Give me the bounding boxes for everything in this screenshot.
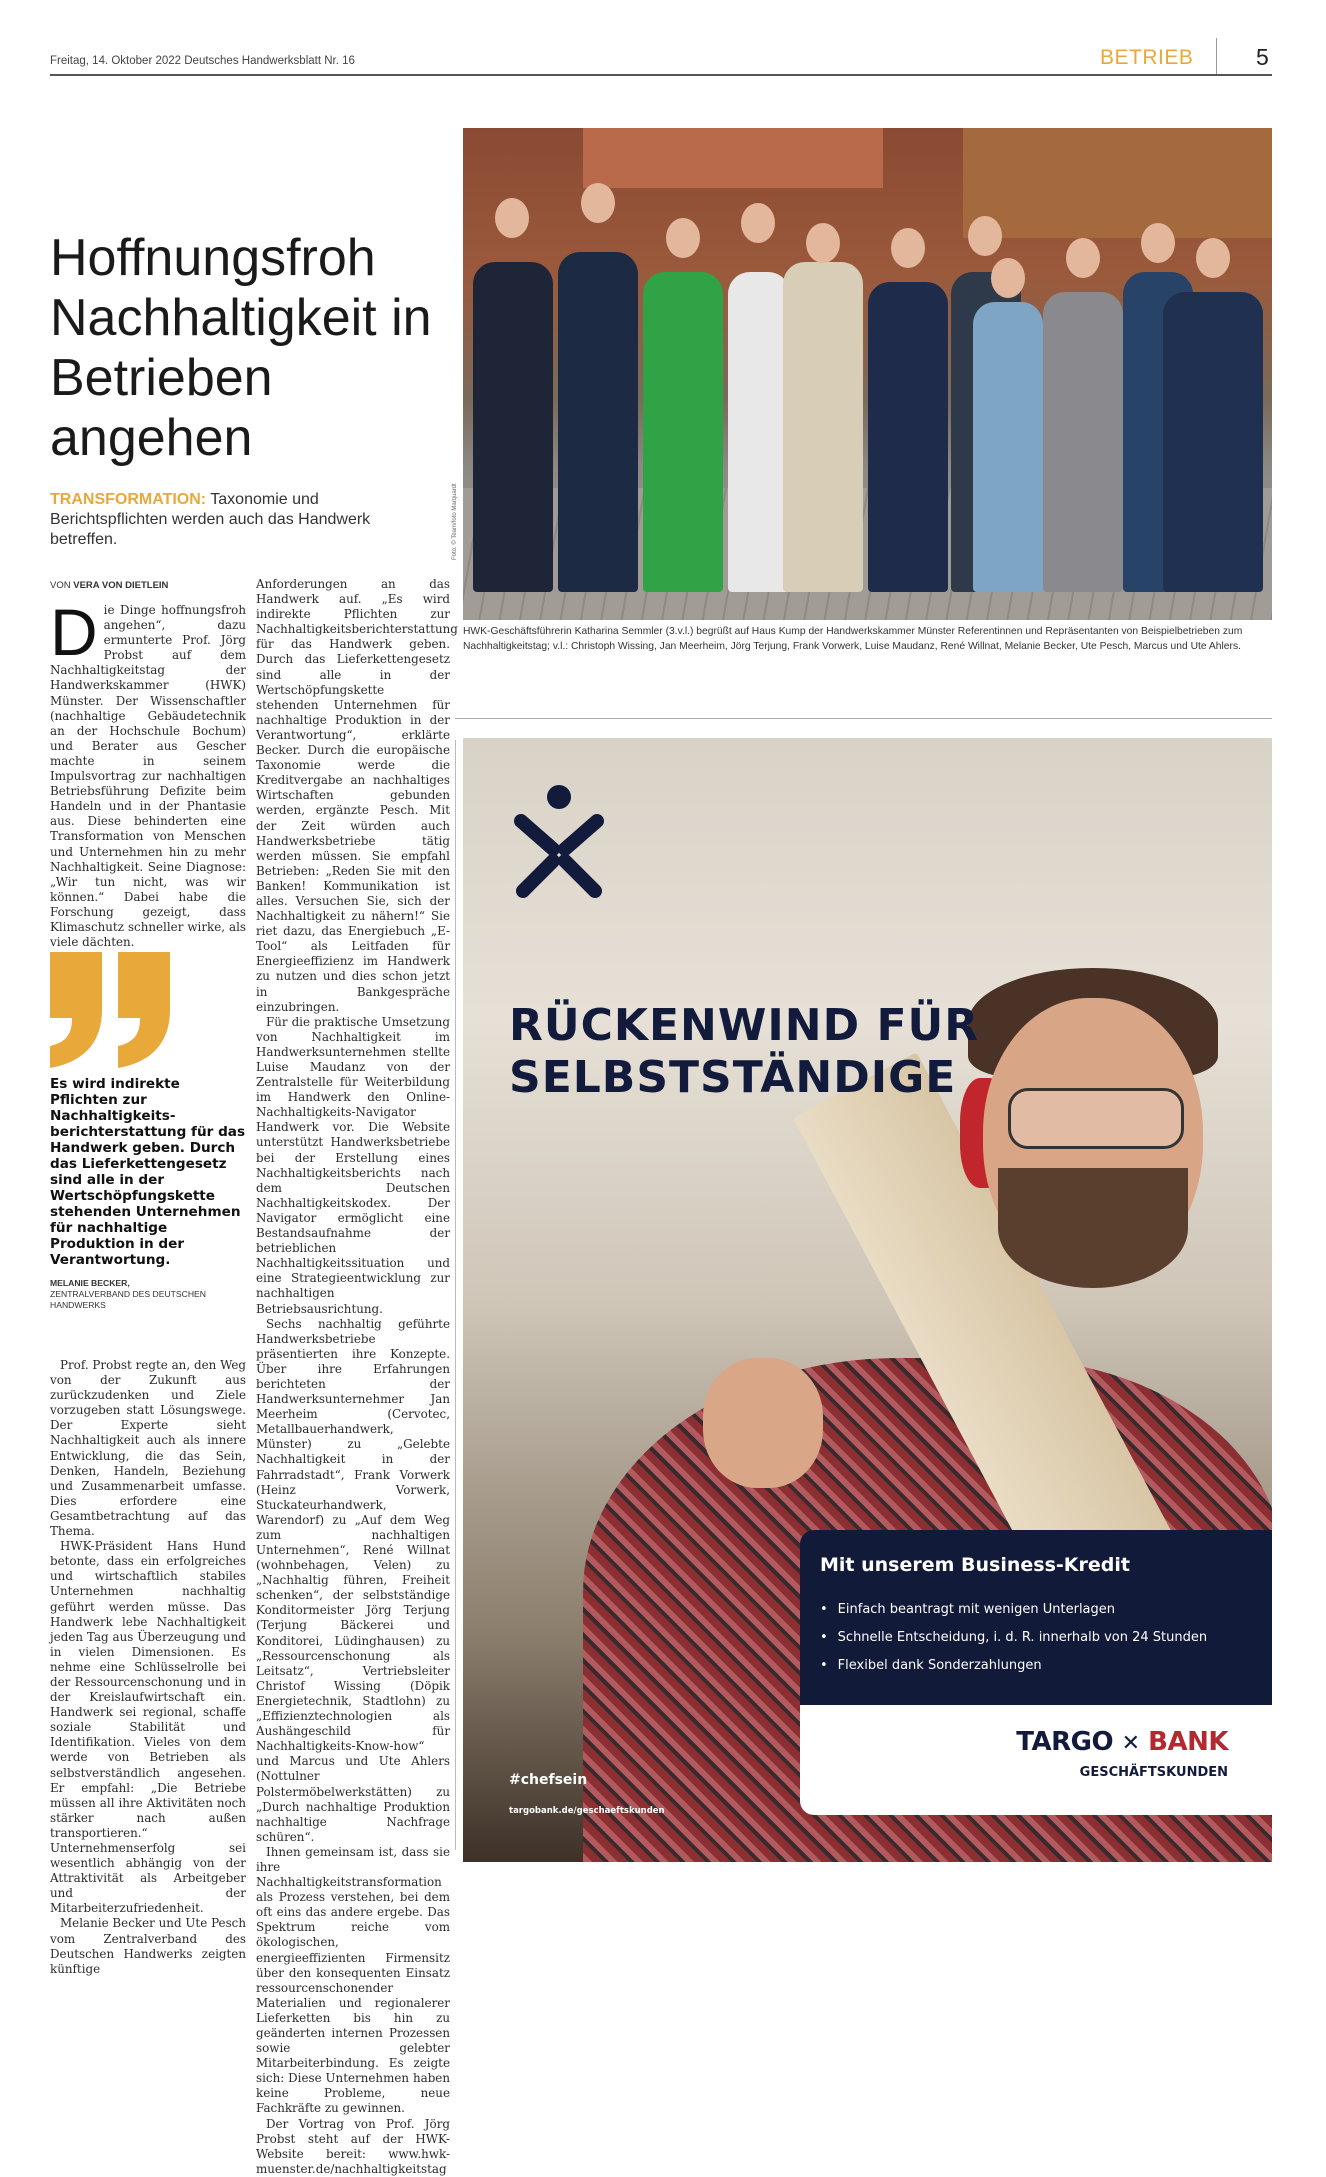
ad-photo-hand <box>703 1358 823 1488</box>
subhead-text: Taxonomie und Berichtspflichten werden auch das Handwerk betreffen. <box>50 491 371 548</box>
ad-bullet: • Flexibel dank Sonderzahlungen <box>820 1652 1207 1680</box>
photo-roof <box>583 128 883 188</box>
paragraph: Anforderungen an das Handwerk auf. „Es wird indirekte Pflichten zur Nachhaltigkeitsberichterstattung für das Handwerk geben. Durch das Lieferkettengesetz sind alle in der Wertschöpfungskette stehenden Unternehmen für nachhaltige Produktion in der Verantwortung“, erklärte Becker. Durch die europäische Taxonomie werde die Kreditvergabe an nachhaltiges Wirtschaften gebunden werden, ergänzte Pesch. Mit der Zeit würden auch Handwerksbetriebe tätig werden müssen. Sie empfahl Betrieben: „Reden Sie mit den Banken! Kommunikation ist alles. Versuchen Sie, sich der Nachhaltigkeit zu nähern!“ Sie riet dazu, das Energiebuch „E-Tool“ als Leitfaden für Energieeffizienz im Handwerk zu nutzen und dies schon jetzt in Bankgespräche einzubringen. <box>256 577 458 1014</box>
targobank-x-logo-icon <box>509 783 609 903</box>
byline-prefix: VON <box>50 580 74 591</box>
ad-bullet: • Schnelle Entscheidung, i. d. R. innerhalb von 24 Stunden <box>820 1624 1207 1652</box>
photo-head <box>1066 238 1100 278</box>
ad-panel-title: Mit unserem Business-Kredit <box>820 1554 1130 1576</box>
photo-caption: HWK-Geschäftsführerin Katharina Semmler (3.v.l.) begrüßt auf Haus Kump der Handwerkskammer Münster Referentinnen und Repräsentanten von Beispielbetrieben zum Nachhaltigkeitstag; v.l.: Christoph Wissing, Jan Meerheim, Jörg Terjung, Frank Vorwerk, Luise Maudanz, René Willnat, Melanie Becker, Ute Pesch, Marcus und Ute Ahlers. <box>463 626 1243 652</box>
pullquote-author-name: MELANIE BECKER, <box>50 1278 130 1288</box>
ad-headline-line-1: RÜCKENWIND FÜR <box>509 1000 980 1051</box>
ad-bullet: • Einfach beantragt mit wenigen Unterlagen <box>820 1596 1207 1624</box>
article-column-1-bottom <box>50 1358 246 1977</box>
paragraph: Melanie Becker und Ute Pesch vom Zentralverband des Deutschen Handwerks zeigten künftige <box>50 1916 246 1976</box>
ad-photo-beard <box>998 1168 1188 1288</box>
paragraph: HWK-Präsident Hans Hund betonte, dass ein erfolgreiches und wirtschaftlich stabiles Unternehmen nachhaltig geführt werden müsse. Das Handwerk lebe Nachhaltigkeit jeden Tag aus Überzeugung und in vielen Dimensionen. Es nehme eine Schlüsselrolle bei der Ressourcenschonung und in der Kreislaufwirtschaft ein. Handwerk sei regional, schaffe soziale Stabilität und Identifikation. Vieles von dem werde von Betrieben als selbstverständlich angesehen. Er empfahl: „Die Betriebe müssen all ihre Aktivitäten noch stärker nach außen transportieren.“ Unternehmenserfolg sei wesentlich abhängig von der Attraktivität als Arbeitgeber und der Mitarbeiterzufriedenheit. <box>50 1539 246 1916</box>
photo-person <box>473 262 553 592</box>
photo-head <box>968 216 1002 256</box>
ad-bullet-list <box>820 1596 1207 1680</box>
subhead <box>50 490 430 550</box>
photo-person <box>1043 292 1123 592</box>
pullquote-text: Es wird indirekte Pflichten zur Nachhaltigkeitsberichterstattung für das Handwerk geben. Durch das Lieferkettengesetz sind alle in der Wertschöpfungskette stehenden Unternehmen für nachhaltige Produktion in der Verantwortung. <box>50 1076 246 1268</box>
targobank-advertisement[interactable] <box>463 738 1272 1862</box>
group-photo <box>463 128 1272 620</box>
dropcap: D <box>50 595 98 669</box>
ad-separator <box>455 718 1272 719</box>
brand-subtitle: GESCHÄFTSKUNDEN <box>1079 1765 1228 1780</box>
photo-head <box>891 228 925 268</box>
paragraph: Ihnen gemeinsam ist, dass sie ihre Nachhaltigkeitstransformation als Prozess verstehen, bei dem oft eins das andere ergebe. Das Spektrum reiche vom ökologischen, energieeffizienten Firmensitz über den konsequenten Einsatz ressourcenschonender Materialien und regionalerer Lieferketten bis hin zu geänderten internen Prozessen sowie gelebter Mitarbeiterbindung. Es zeigte sich: Diese Unternehmen haben keine Probleme, neue Fachkräfte zu gewinnen. <box>256 1844 450 2116</box>
paragraph: Der Vortrag von Prof. Jörg Probst steht auf der HWK-Website bereit: www.hwk-muenster.de/nachhaltigkeitstag <box>256 2116 450 2176</box>
photo-person <box>868 282 948 592</box>
column-divider <box>455 740 456 1850</box>
dateline: Freitag, 14. Oktober 2022 Deutsches Handwerksblatt Nr. 16 <box>50 55 355 67</box>
photo-person <box>728 272 790 592</box>
photo-person <box>1163 292 1263 592</box>
headline: Hoffnungsfroh Nachhaltigkeit in Betrieben angehen <box>50 229 432 467</box>
byline <box>50 580 168 591</box>
byline-author: VERA VON DIETLEIN <box>73 580 169 591</box>
brand-targo: TARGO <box>1016 1727 1114 1757</box>
ad-headline-line-2: SELBSTSTÄNDIGE <box>509 1052 957 1103</box>
ad-hashtag: #chefsein <box>509 1772 588 1788</box>
photo-head <box>1141 223 1175 263</box>
ad-brand-panel <box>800 1705 1272 1815</box>
page-number: 5 <box>1256 44 1269 70</box>
photo-head <box>1196 238 1230 278</box>
ad-url-link[interactable]: targobank.de/geschaeftskunden <box>509 1806 665 1816</box>
paragraph: Prof. Probst regte an, den Weg von der Zukunft aus zurückzudenken und Ziele vorzugeben statt Lösungswege. Der Experte sieht Nachhaltigkeit auch als innere Entwicklung, die das Sein, Denken, Handeln, Beziehung und Zusammenarbeit umfasse. Dies erfordere eine Gesamtbetrachtung auf das Thema. <box>50 1358 246 1539</box>
quote-mark-icon <box>48 950 173 1070</box>
brand-x-icon: ✕ <box>1121 1731 1140 1756</box>
photo-head <box>741 203 775 243</box>
photo-head <box>991 258 1025 298</box>
article-column-1-top <box>50 595 246 950</box>
photo-person <box>783 262 863 592</box>
ad-photo-safety-glasses <box>1008 1088 1184 1149</box>
header-divider <box>1216 38 1217 76</box>
photo-person <box>643 272 723 592</box>
kicker: TRANSFORMATION: <box>50 491 207 508</box>
photo-person <box>973 302 1043 592</box>
header-rule <box>50 74 1272 76</box>
brand-bank: BANK <box>1148 1727 1228 1757</box>
photo-head <box>495 198 529 238</box>
pullquote-affiliation: ZENTRALVERBAND DES DEUTSCHEN HANDWERKS <box>50 1289 206 1310</box>
section-label: BETRIEB <box>1100 46 1194 69</box>
article-column-2 <box>256 577 458 2177</box>
brand-logo <box>1016 1727 1228 1757</box>
photo-person <box>558 252 638 592</box>
paragraph: Sechs nachhaltig geführte Handwerksbetriebe präsentierten ihre Konzepte. Über ihre Erfahrungen berichteten der Handwerksunternehmer Jan Meerheim (Cervotec, Metallbauerhandwerk, Münster) zu „Gelebte Nachhaltigkeit in der Fahrradstadt“, Frank Vorwerk (Heinz Vorwerk, Stuckateurhandwerk, Warendorf) zu „Auf dem Weg zum nachhaltigen Unternehmen“, René Willnat (wohnbehagen, Velen) zu „Nachhaltig führen, Freiheit schenken“, der selbstständige Konditormeister Jörg Terjung (Terjung Bäckerei und Konditorei, Lüdinghausen) zu „Ressourcenschonung als Leitsatz“, Vertriebsleiter Christof Wissing (Döpik Energietechnik, Stadtlohn) zu „Effizienztechnologien als Aushängeschild für Nachhaltigkeits-Know-how“ und Marcus und Ute Ahlers (Nottulner Polstermöbelwerkstätten) zu „Durch nachhaltige Produktion nachhaltige Nachfrage schüren“. <box>256 1316 450 1844</box>
paragraph: ie Dinge hoffnungsfroh angehen“, dazu ermunterte Prof. Jörg Probst auf dem Nachhaltigkeitstag der Handwerkskammer (HWK) Münster. Der Wissenschaftler (nachhaltige Gebäudetechnik an der Hochschule Bochum) und Berater aus Gescher machte in seinem Impulsvortrag zur nachhaltigen Betriebsführung Defizite beim Handeln und in der Phantasie aus. Diese behinderten eine Transformation von Menschen und Unternehmen hin zu mehr Nachhaltigkeit. Seine Diagnose: „Wir tun nicht, was wir können.“ Dabei habe die Forschung gezeigt, dass Klimaschutz schneller wirke, als viele dächten. <box>50 603 246 950</box>
photo-head <box>581 183 615 223</box>
ad-headline <box>509 1000 979 1104</box>
paragraph: Für die praktische Umsetzung von Nachhaltigkeit im Handwerksunternehmen stellte Luise Maudanz von der Zentralstelle für Weiterbildung im Handwerk den Online-Nachhaltigkeits-Navigator Handwerk vor. Die Website unterstützt Handwerksbetriebe bei der Erstellung eines Nachhaltigkeitsberichts nach dem Deutschen Nachhaltigkeitskodex. Der Navigator ermöglicht eine Bestandsaufnahme der betrieblichen Nachhaltigkeitssituation und eine Strategieentwicklung zur nachhaltigen Betriebsausrichtung. <box>256 1014 450 1316</box>
photo-head <box>806 223 840 263</box>
photo-timber-house <box>963 128 1272 238</box>
photo-credit: Foto: © Team/foto Marquardt <box>452 483 458 560</box>
pullquote-author <box>50 1278 250 1311</box>
ad-offer-panel <box>800 1530 1272 1705</box>
photo-head <box>666 218 700 258</box>
